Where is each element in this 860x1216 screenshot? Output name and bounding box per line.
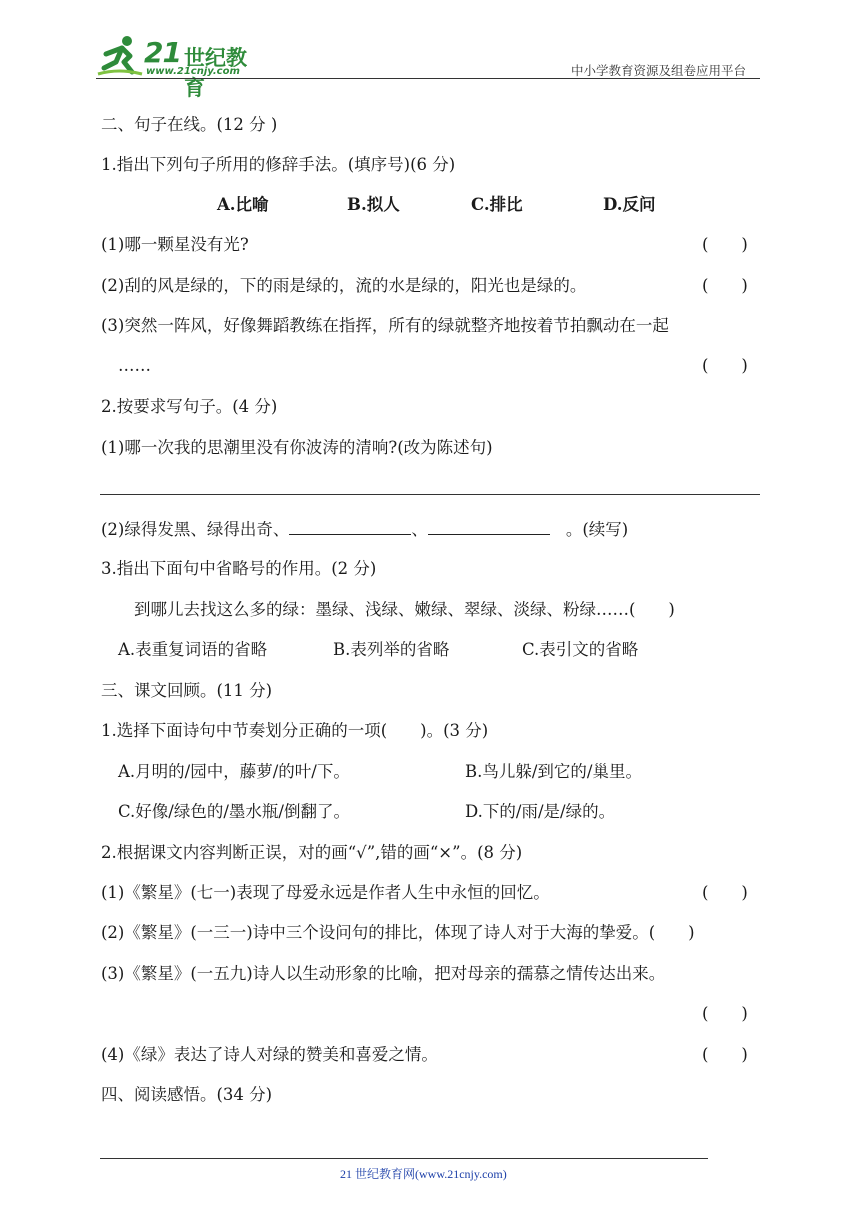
q2-item-2 (101, 518, 628, 541)
q1-option-d: D.反问 (603, 195, 656, 214)
answer-blank[interactable]: ( ) (702, 883, 748, 902)
runner-logo-icon (94, 34, 144, 78)
s3-q1-title: 1.选择下面诗句中节奏划分正确的一项( )。(3 分) (101, 721, 489, 740)
q1-item-1: (1)哪一颗星没有光? (101, 235, 249, 254)
s3-q1-option-b: B.鸟儿躲/到它的/巢里。 (465, 762, 642, 781)
q1-option-b: B.拟人 (347, 195, 400, 214)
q2-item-2-suffix: 。(续写) (565, 520, 629, 539)
answer-blank[interactable]: ( ) (702, 1004, 748, 1023)
q1-option-a: A.比喻 (217, 195, 269, 214)
answer-blank[interactable]: ( ) (702, 356, 748, 375)
fill-blank-1[interactable] (289, 518, 411, 535)
q2-title: 2.按要求写句子。(4 分) (101, 397, 278, 416)
q3-sentence: 到哪儿去找这么多的绿：墨绿、浅绿、嫩绿、翠绿、淡绿、粉绿……( ) (134, 600, 675, 619)
s3-q1-option-d: D.下的/雨/是/绿的。 (465, 802, 616, 821)
header-divider (96, 78, 760, 79)
answer-blank[interactable]: ( ) (702, 276, 748, 295)
s3-q2-item-4: (4)《绿》表达了诗人对绿的赞美和喜爱之情。 (101, 1045, 438, 1064)
s3-q2-item-3: (3)《繁星》(一五九)诗人以生动形象的比喻，把对母亲的孺慕之情传达出来。 (101, 964, 666, 983)
q3-title: 3.指出下面句中省略号的作用。(2 分) (101, 559, 377, 578)
logo-number: 21 (144, 36, 181, 69)
q2-item-2-separator: 、 (411, 520, 428, 539)
q3-option-b: B.表列举的省略 (333, 640, 450, 659)
s3-q2-item-1: (1)《繁星》(七一)表现了母爱永远是作者人生中永恒的回忆。 (101, 883, 550, 902)
section-4-title: 四、阅读感悟。(34 分) (101, 1085, 273, 1104)
s3-q2-title: 2.根据课文内容判断正误，对的画“√”,错的画“×”。(8 分) (101, 843, 523, 862)
footer-divider (100, 1158, 708, 1159)
section-2-title: 二、句子在线。(12 分 ) (101, 115, 278, 134)
section-3-title: 三、课文回顾。(11 分) (101, 681, 273, 700)
q1-title: 1.指出下列句子所用的修辞手法。(填序号)(6 分) (101, 155, 456, 174)
q2-item-2-prefix: (2)绿得发黑、绿得出奇、 (101, 520, 290, 539)
q3-option-a: A.表重复词语的省略 (118, 640, 268, 659)
s3-q1-option-a: A.月明的/园中，藤萝/的叶/下。 (118, 762, 350, 781)
logo-url: www.21cnjy.com (146, 66, 240, 77)
header-platform-text: 中小学教育资源及组卷应用平台 (571, 63, 747, 78)
logo-title: 世纪教育 (184, 46, 247, 100)
q3-option-c: C.表引文的省略 (522, 640, 639, 659)
footer-text: 21 世纪教育网(www.21cnjy.com) (340, 1167, 507, 1181)
answer-blank[interactable]: ( ) (702, 235, 748, 254)
q1-item-2: (2)刮的风是绿的，下的雨是绿的，流的水是绿的，阳光也是绿的。 (101, 276, 587, 295)
q2-item-1: (1)哪一次我的思潮里没有你波涛的清响?(改为陈述句) (101, 438, 493, 457)
answer-line[interactable] (100, 494, 760, 495)
q1-option-c: C.排比 (471, 195, 523, 214)
answer-blank[interactable]: ( ) (702, 1045, 748, 1064)
s3-q2-item-2: (2)《繁星》(一三一)诗中三个设问句的排比，体现了诗人对于大海的挚爱。( ) (101, 923, 695, 942)
s3-q1-option-c: C.好像/绿色的/墨水瓶/倒翻了。 (118, 802, 350, 821)
site-logo (94, 34, 264, 100)
fill-blank-2[interactable] (428, 518, 550, 535)
q1-item-3: (3)突然一阵风，好像舞蹈教练在指挥，所有的绿就整齐地按着节拍飘动在一起 (101, 316, 669, 335)
q1-item-3-ellipsis: …… (118, 356, 151, 375)
